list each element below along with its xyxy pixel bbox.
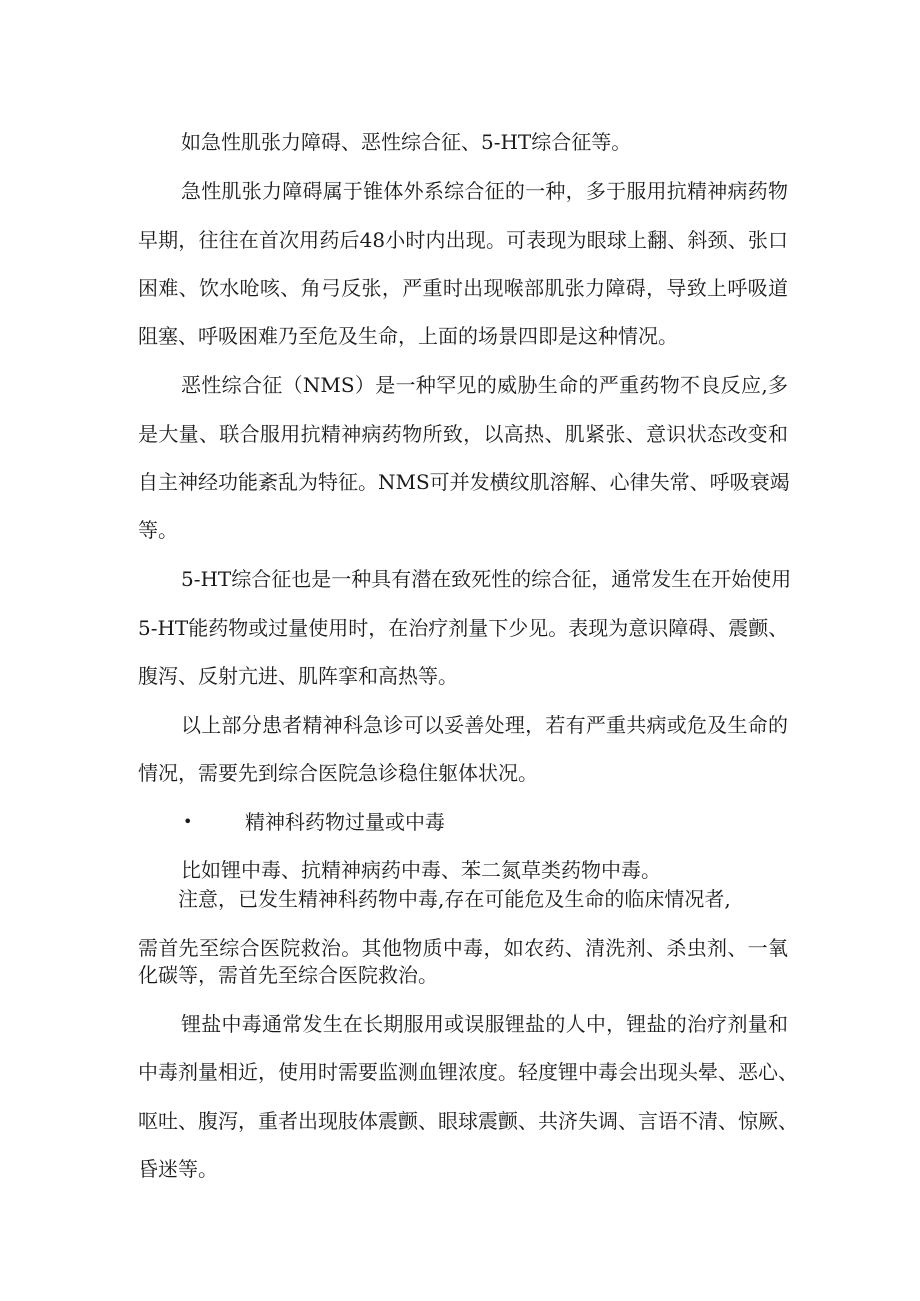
paragraph-line: 困难、饮水呛咳、角弓反张，严重时出现喉部肌张力障碍，导致上呼吸道 bbox=[138, 276, 788, 300]
paragraph-line: 如急性肌张力障碍、恶性综合征、5-HT综合征等。 bbox=[181, 130, 632, 154]
paragraph-line: 恶性综合征（NMS）是一种罕见的威胁生命的严重药物不良反应,多 bbox=[181, 373, 788, 397]
paragraph-line: 5-HT能药物或过量使用时，在治疗剂量下少见。表现为意识障碍、震颤、 bbox=[138, 616, 789, 640]
paragraph-line: 锂盐中毒通常发生在长期服用或误服锂盐的人中，锂盐的治疗剂量和 bbox=[181, 1012, 788, 1036]
paragraph-line: 5-HT综合征也是一种具有潜在致死性的综合征，通常发生在开始使用 bbox=[181, 567, 792, 591]
paragraph-line: 自主神经功能紊乱为特征。NMS可并发横纹肌溶解、心律失常、呼吸衰竭 bbox=[138, 470, 790, 494]
bullet-icon: • bbox=[183, 812, 193, 831]
paragraph-line: 急性肌张力障碍属于锥体外系综合征的一种，多于服用抗精神病药物 bbox=[181, 179, 788, 203]
paragraph-line: 昏迷等。 bbox=[138, 1157, 218, 1181]
paragraph-line: 需首先至综合医院救治。其他物质中毒，如农药、清洗剂、杀虫剂、一氧 bbox=[138, 936, 788, 960]
paragraph-line: 腹泻、反射亢进、肌阵挛和高热等。 bbox=[138, 664, 458, 688]
paragraph-line: 是大量、联合服用抗精神病药物所致，以高热、肌紧张、意识状态改变和 bbox=[138, 422, 788, 446]
paragraph-line: 以上部分患者精神科急诊可以妥善处理，若有严重共病或危及生命的 bbox=[181, 713, 788, 737]
paragraph-line: 比如锂中毒、抗精神病药中毒、苯二氮草类药物中毒。 bbox=[181, 858, 661, 882]
paragraph-line: 化碳等，需首先至综合医院救治。 bbox=[138, 963, 438, 987]
paragraph-line: 呕吐、腹泻，重者出现肢体震颤、眼球震颤、共济失调、言语不清、惊厥、 bbox=[138, 1109, 798, 1133]
paragraph-line: 中毒剂量相近，使用时需要监测血锂浓度。轻度锂中毒会出现头晕、恶心、 bbox=[138, 1060, 798, 1084]
paragraph-line: 阻塞、呼吸困难乃至危及生命，上面的场景四即是这种情况。 bbox=[138, 324, 678, 348]
paragraph-line: 注意，已发生精神科药物中毒,存在可能危及生命的临床情况者, bbox=[178, 887, 731, 911]
paragraph-line: 情况，需要先到综合医院急诊稳住躯体状况。 bbox=[138, 761, 538, 785]
paragraph-line: 早期，往往在首次用药后48小时内出现。可表现为眼球上翻、斜颈、张口 bbox=[138, 228, 788, 252]
paragraph-line: 等。 bbox=[138, 518, 178, 542]
bullet-heading: 精神科药物过量或中毒 bbox=[245, 810, 445, 834]
